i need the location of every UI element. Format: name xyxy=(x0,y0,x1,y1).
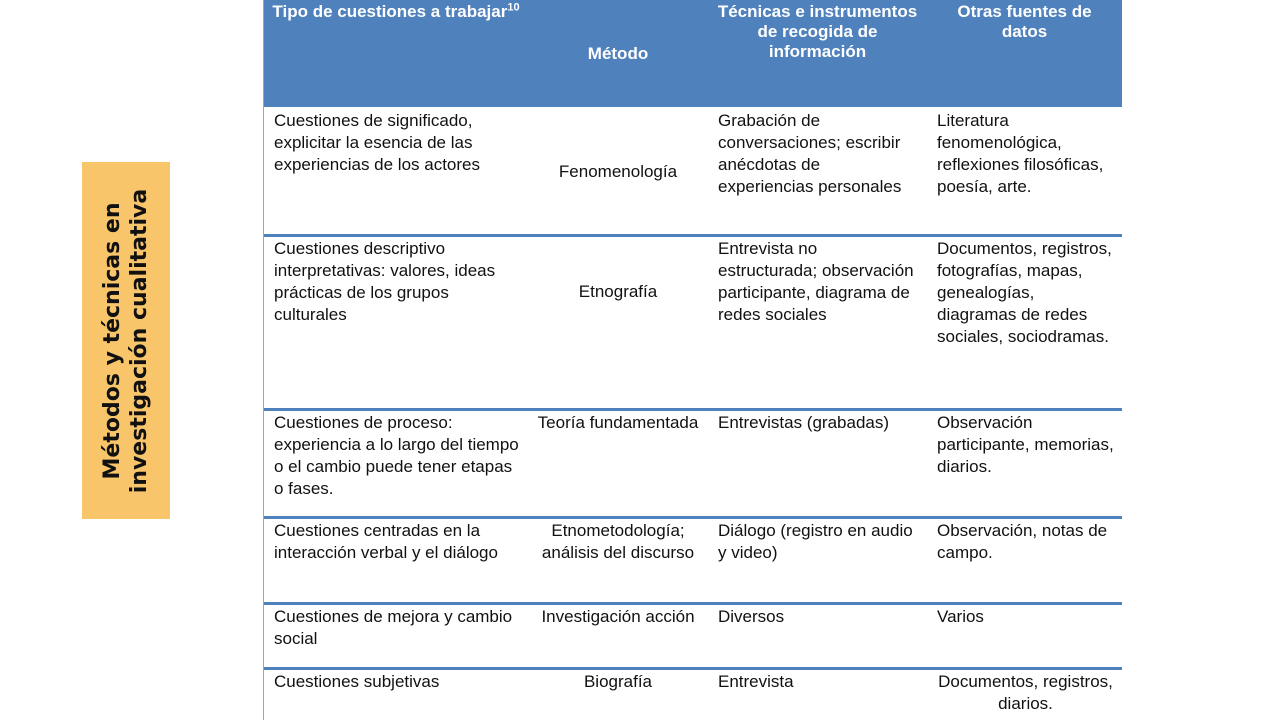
cell-fuentes: Literatura fenomenológica, reflexiones filosóficas, poesía, arte. xyxy=(937,111,1104,196)
table-header-row xyxy=(264,0,1122,107)
cell-metodo: Teoría fundamentada xyxy=(528,409,708,517)
cell-metodo: Biografía xyxy=(528,668,708,720)
methods-table xyxy=(264,0,1122,720)
header-tipo-footnote: 10 xyxy=(507,1,520,14)
cell-fuentes: Documentos, registros, diarios. xyxy=(927,668,1122,720)
cell-fuentes: Observación participante, memorias, diarios. xyxy=(927,409,1122,517)
cell-tecnicas: Diálogo (registro en audio y video) xyxy=(708,517,927,603)
methods-table-container xyxy=(263,0,1122,720)
table-row xyxy=(264,107,1122,235)
table-row xyxy=(264,668,1122,720)
cell-fuentes: Documentos, registros, fotografías, mapas, genealogías, diagramas de redes sociales, sociodramas. xyxy=(927,235,1122,409)
cell-tecnicas: Diversos xyxy=(708,603,927,668)
slide-title-line-1: Métodos y técnicas en xyxy=(100,202,125,479)
table-row xyxy=(264,603,1122,668)
cell-metodo: Etnografía xyxy=(528,235,708,409)
cell-tecnicas: Entrevista xyxy=(708,668,927,720)
header-tipo-text: Tipo de cuestiones a trabajar xyxy=(272,2,508,21)
cell-tipo: Cuestiones de significado, explicitar la esencia de las experiencias de los actores xyxy=(274,111,481,174)
cell-tipo: Cuestiones subjetivas xyxy=(264,668,528,720)
cell-tipo: Cuestiones de proceso: experiencia a lo largo del tiempo o el cambio puede tener etapas o fases. xyxy=(264,409,528,517)
cell-tecnicas: Grabación de conversaciones; escribir anécdotas de experiencias personales xyxy=(718,111,902,196)
cell-tipo: Cuestiones centradas en la interacción verbal y el diálogo xyxy=(264,517,528,603)
table-row xyxy=(264,409,1122,517)
slide-title-line-2: investigación cualitativa xyxy=(127,188,152,493)
cell-tecnicas: Entrevistas (grabadas) xyxy=(708,409,927,517)
table-row xyxy=(264,235,1122,409)
cell-tecnicas: Entrevista no estructurada; observación participante, diagrama de redes sociales xyxy=(708,235,927,409)
slide-title-box xyxy=(82,162,170,519)
cell-metodo: Etnometodología; análisis del discurso xyxy=(528,517,708,603)
header-metodo: Método xyxy=(528,0,708,107)
cell-tipo: Cuestiones de mejora y cambio social xyxy=(264,603,528,668)
header-tipo xyxy=(264,0,528,107)
cell-tipo: Cuestiones descriptivo interpretativas: valores, ideas prácticas de los grupos culturales xyxy=(264,235,528,409)
cell-metodo: Fenomenología xyxy=(558,161,678,181)
cell-fuentes: Observación, notas de campo. xyxy=(927,517,1122,603)
table-row xyxy=(264,517,1122,603)
header-tecnicas: Técnicas e instrumentos de recogida de información xyxy=(708,0,927,107)
header-fuentes: Otras fuentes de datos xyxy=(927,0,1122,107)
cell-fuentes: Varios xyxy=(927,603,1122,668)
cell-metodo: Investigación acción xyxy=(528,603,708,668)
slide-title xyxy=(99,188,153,492)
